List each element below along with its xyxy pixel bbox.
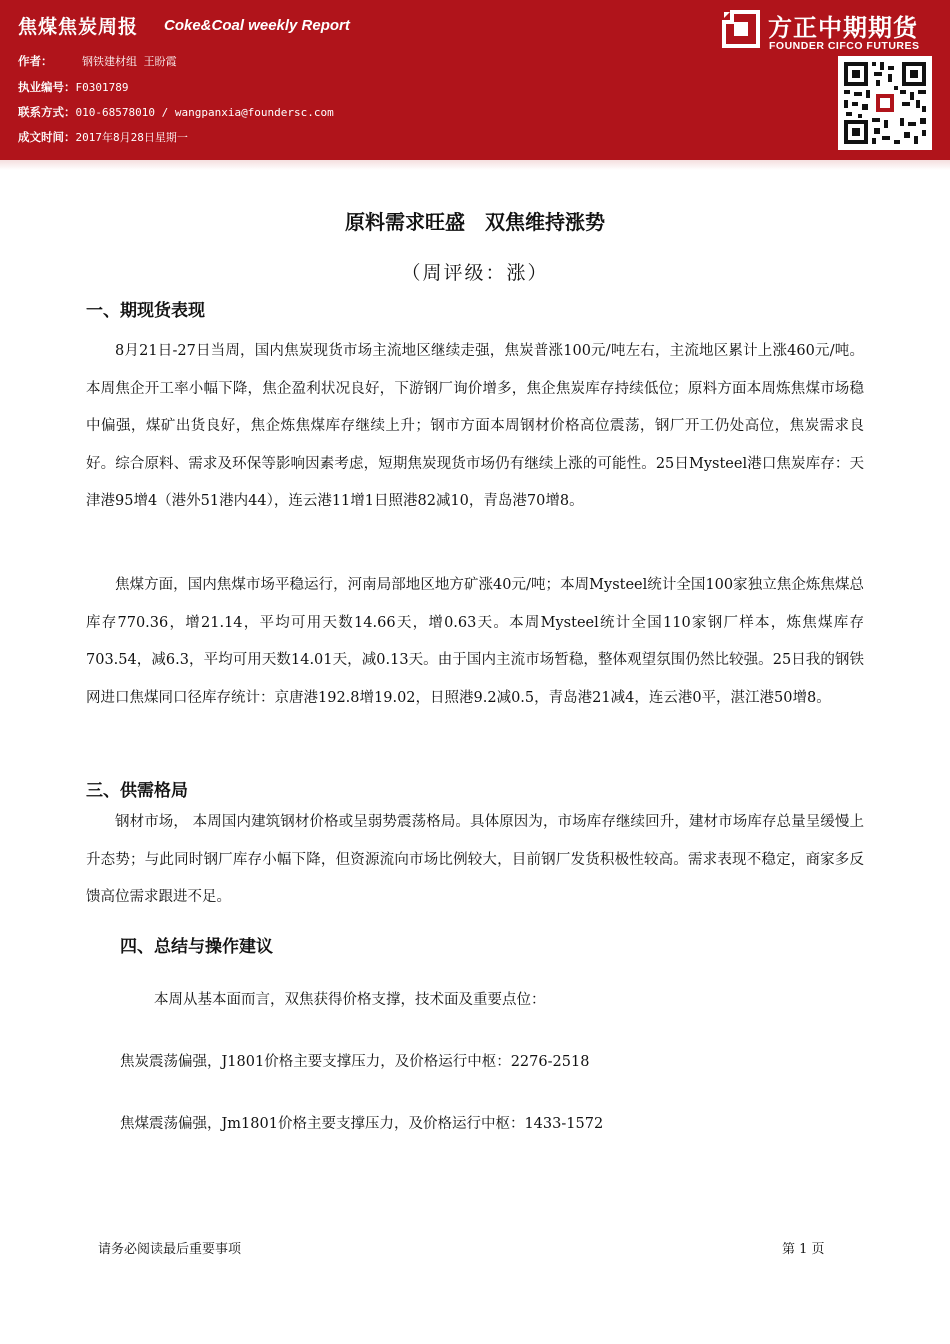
weekly-rating: （周评级：涨） <box>401 262 549 284</box>
meta-contact-value: 010-68578010 / wangpanxia@foundersc.com <box>75 106 334 119</box>
company-logo <box>722 8 937 54</box>
meta-date-value: 2017年8月28日星期一 <box>75 131 188 144</box>
qr-code-icon <box>838 56 932 150</box>
meta-contact-label: 联系方式： <box>18 105 76 119</box>
meta-contact <box>18 104 334 120</box>
meta-author <box>18 53 177 69</box>
summary-coke-advice: 焦炭震荡偏强，J1801价格主要支撑压力，及价格运行中枢：2276-2518 <box>120 1054 590 1070</box>
logo-mark-icon <box>722 10 760 48</box>
page-number: 第 1 页 <box>782 1242 825 1257</box>
summary-coal-advice: 焦煤震荡偏强，Jm1801价格主要支撑压力，及价格运行中枢：1433-1572 <box>120 1116 604 1132</box>
meta-date-label: 成文时间： <box>18 130 76 144</box>
paragraph-coke-market: 8月21日-27日当周，国内焦炭现货市场主流地区继续走强，焦炭普涨100元/吨左右，主流地区累计上涨460元/吨。本周焦企开工率小幅下降，焦企盈利状况良好，下游钢厂询价增多，焦企焦炭库存持续低位；原料方面本周炼焦煤市场稳中偏强，煤矿出货良好，焦企炼焦煤库存继续上升；钢市方面本周钢材价格高位震荡，钢厂开工仍处高位，焦炭需求良好。综合原料、需求及环保等影响因素考虑，短期焦炭现货市场仍有继续上涨的可能性。25日Mysteel港口焦炭库存：天津港95增4（港外51港内44），连云港11增1日照港82减10，青岛港70增8。 <box>86 343 864 509</box>
section-heading-supply-demand: 三、供需格局 <box>86 781 188 801</box>
logo-chinese-name: 方正中期期货 <box>768 14 918 42</box>
paragraph-steel-market: 钢材市场， 本周国内建筑钢材价格或呈弱势震荡格局。具体原因为，市场库存继续回升，建材市场库存总量呈缓慢上升态势；与此同时钢厂库存小幅下降，但资源流向市场比例较大，目前钢厂发货积极性较高。需求表现不稳定，商家多反馈高位需求跟进不足。 <box>86 814 864 905</box>
meta-author-value: 钢铁建材组 王盼霞 <box>82 55 177 68</box>
report-title: 焦煤焦炭周报 <box>18 16 139 38</box>
section-heading-market-performance: 一、期现货表现 <box>86 301 205 321</box>
header-divider <box>0 160 950 170</box>
summary-intro: 本周从基本面而言，双焦获得价格支撑，技术面及重要点位： <box>154 992 546 1008</box>
section-heading-summary: 四、总结与操作建议 <box>120 937 273 957</box>
logo-english-name: FOUNDER CIFCO FUTURES <box>769 40 920 52</box>
meta-license-label: 执业编号： <box>18 80 76 94</box>
document-title: 原料需求旺盛 双焦维持涨势 <box>345 210 605 234</box>
meta-author-label: 作者： <box>18 54 53 68</box>
paragraph-coking-coal-market: 焦煤方面，国内焦煤市场平稳运行，河南局部地区地方矿涨40元/吨；本周Mysteel统计全国100家独立焦企炼焦煤总库存770.36，增21.14，平均可用天数14.66天，增0.63天。本周Mysteel统计全国110家钢厂样本，炼焦煤库存703.54，减6.3，平均可用天数14.01天，减0.13天。由于国内主流市场暂稳，整体观望氛围仍然比较强。25日我的钢铁网进口焦煤同口径库存统计：京唐港192.8增19.02，日照港9.2减0.5，青岛港21减4，连云港0平，湛江港50增8。 <box>86 577 864 706</box>
report-subtitle: Coke&Coal weekly Report <box>164 17 350 34</box>
report-header <box>0 0 950 160</box>
meta-date <box>18 129 188 145</box>
footer-notice: 请务必阅读最后重要事项 <box>98 1242 242 1257</box>
meta-license <box>18 79 128 95</box>
meta-license-value: F0301789 <box>75 81 129 94</box>
